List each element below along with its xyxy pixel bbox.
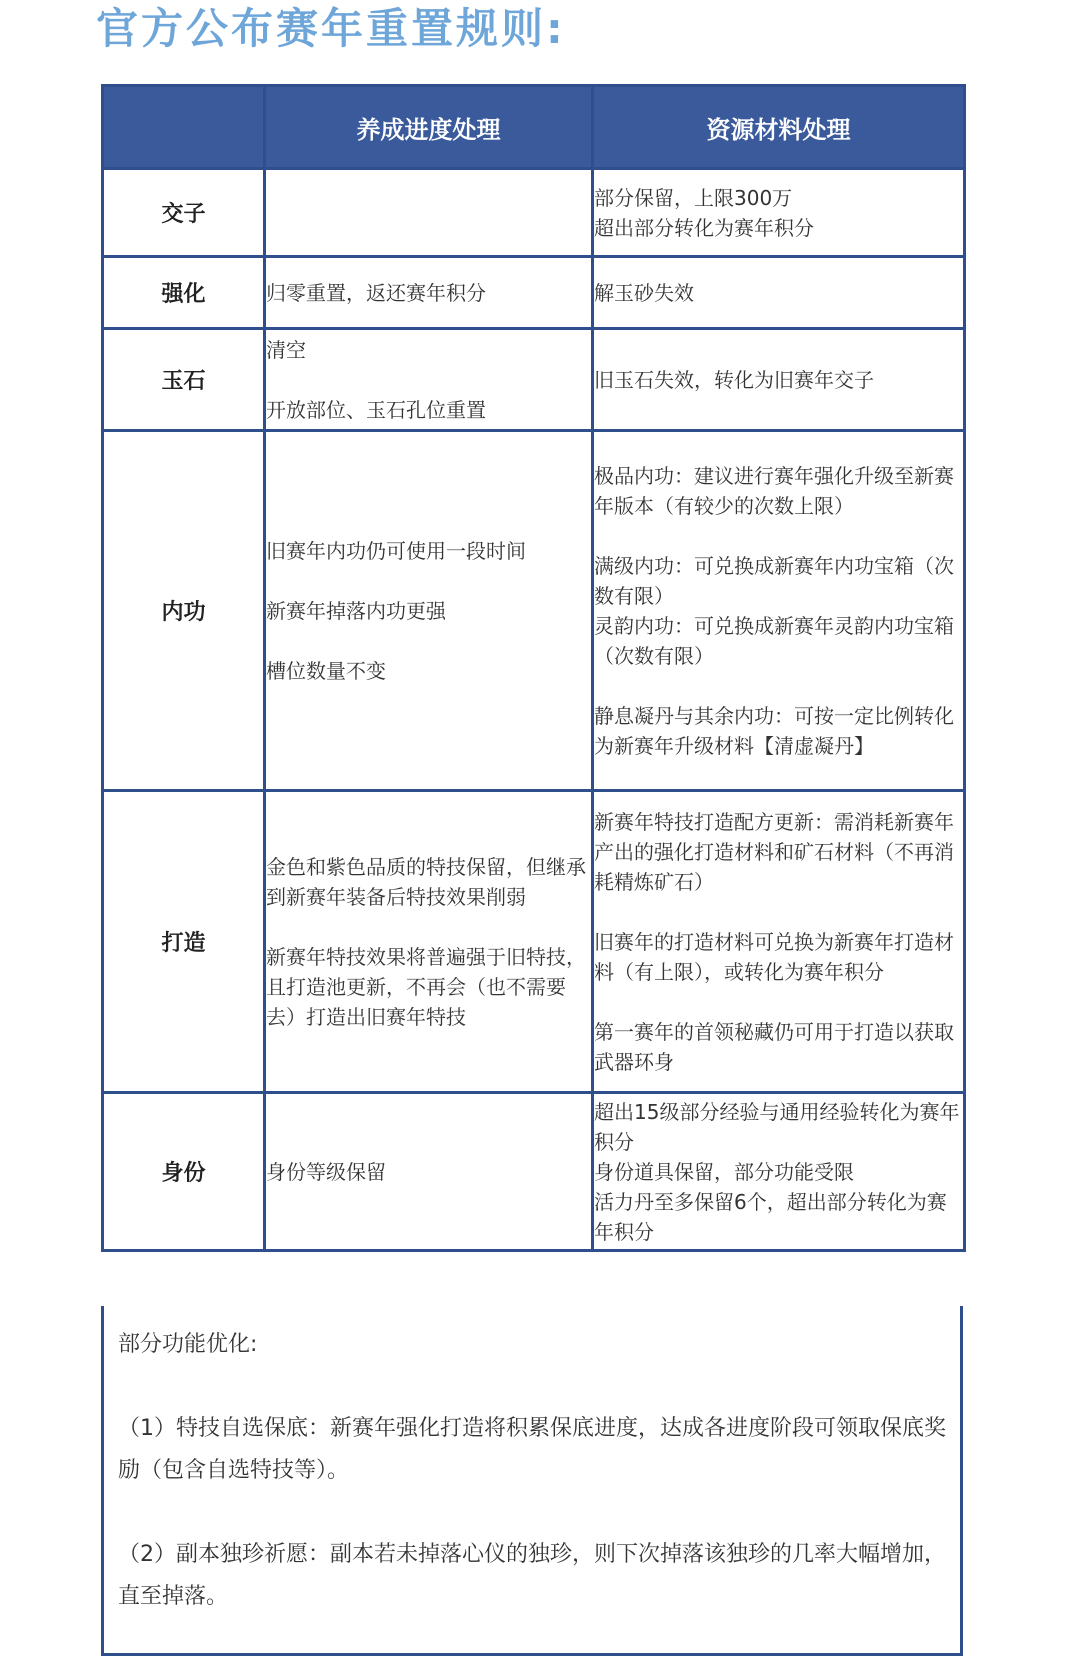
- cell-line: 清空: [266, 337, 306, 362]
- cell-line: 部分保留，上限300万: [594, 185, 793, 210]
- table-row-yushi: [103, 329, 965, 431]
- cell-line: 新赛年特技打造配方更新：需消耗新赛年产出的强化打造材料和矿石材料（不再消耗精炼矿石）: [594, 809, 954, 894]
- cell-line: 解玉砂失效: [594, 280, 694, 305]
- progress-cell: [265, 1093, 593, 1251]
- cell-line: 身份等级保留: [266, 1159, 386, 1184]
- cell-line: 活力丹至多保留6个，超出部分转化为赛年积分: [594, 1189, 947, 1244]
- cell-line: 金色和紫色品质的特技保留，但继承到新赛年装备后特技效果削弱: [266, 854, 586, 909]
- optimization-notes: [101, 1306, 963, 1656]
- cell-line: 旧玉石失效，转化为旧赛年交子: [594, 367, 874, 392]
- table-row-neigong: [103, 431, 965, 791]
- cell-line: 旧赛年的打造材料可兑换为新赛年打造材料（有上限），或转化为赛年积分: [594, 929, 954, 984]
- progress-cell: [265, 791, 593, 1093]
- row-category: 内功: [103, 431, 265, 791]
- table-row-shenfen: [103, 1093, 965, 1251]
- cell-line: 身份道具保留，部分功能受限: [594, 1159, 854, 1184]
- progress-cell: [265, 431, 593, 791]
- table-row-jiaozi: [103, 169, 965, 257]
- resource-cell: [593, 169, 965, 257]
- cell-line: 极品内功：建议进行赛年强化升级至新赛年版本（有较少的次数上限）: [594, 463, 954, 518]
- notes-gap: [118, 1366, 946, 1408]
- notes-item: （2）副本独珍祈愿：副本若未掉落心仪的独珍，则下次掉落该独珍的几率大幅增加，直至掉落。: [118, 1542, 946, 1609]
- cell-gap: [266, 912, 591, 942]
- row-category: 交子: [103, 169, 265, 257]
- resource-cell: [593, 1093, 965, 1251]
- cell-line: 旧赛年内功仍可使用一段时间: [266, 538, 526, 563]
- cell-line: 超出15级部分经验与通用经验转化为赛年积分: [594, 1099, 960, 1154]
- cell-gap: [266, 566, 591, 596]
- cell-gap: [594, 521, 963, 551]
- resource-cell: [593, 257, 965, 329]
- row-category: 身份: [103, 1093, 265, 1251]
- cell-line: 满级内功：可兑换成新赛年内功宝箱（次数有限）: [594, 553, 954, 608]
- row-category: 玉石: [103, 329, 265, 431]
- resource-cell: [593, 431, 965, 791]
- row-category: 打造: [103, 791, 265, 1093]
- cell-line: 静息凝丹与其余内功：可按一定比例转化为新赛年升级材料【清虚凝丹】: [594, 703, 954, 758]
- header-progress: 养成进度处理: [265, 86, 593, 169]
- cell-line: 新赛年特技效果将普遍强于旧特技，且打造池更新，不再会（也不需要去）打造出旧赛年特技: [266, 944, 586, 1029]
- cell-line: 新赛年掉落内功更强: [266, 598, 446, 623]
- cell-gap: [594, 897, 963, 927]
- cell-gap: [594, 987, 963, 1017]
- table-row-dazao: [103, 791, 965, 1093]
- page-title: 官方公布赛年重置规则:: [96, 4, 566, 53]
- cell-line: 超出部分转化为赛年积分: [594, 215, 814, 240]
- cell-gap: [594, 671, 963, 701]
- resource-cell: [593, 791, 965, 1093]
- cell-gap: [266, 626, 591, 656]
- progress-cell: [265, 329, 593, 431]
- rules-table: [101, 84, 966, 1252]
- progress-cell: [265, 169, 593, 257]
- notes-gap: [118, 1492, 946, 1534]
- cell-gap: [266, 365, 591, 395]
- header-resource: 资源材料处理: [593, 86, 965, 169]
- progress-cell: [265, 257, 593, 329]
- cell-line: 第一赛年的首领秘藏仍可用于打造以获取武器环身: [594, 1019, 954, 1074]
- cell-line: 灵韵内功：可兑换成新赛年灵韵内功宝箱（次数有限）: [594, 613, 954, 668]
- row-category: 强化: [103, 257, 265, 329]
- cell-line: 归零重置，返还赛年积分: [266, 280, 486, 305]
- notes-heading: 部分功能优化:: [118, 1332, 258, 1357]
- notes-item: （1）特技自选保底：新赛年强化打造将积累保底进度，达成各进度阶段可领取保底奖励（包含自选特技等）。: [118, 1416, 946, 1483]
- cell-line: 开放部位、玉石孔位重置: [266, 397, 486, 422]
- table-row-qianghua: [103, 257, 965, 329]
- header-category: [103, 86, 265, 169]
- cell-line: 槽位数量不变: [266, 658, 386, 683]
- table-header-row: [103, 86, 965, 169]
- resource-cell: [593, 329, 965, 431]
